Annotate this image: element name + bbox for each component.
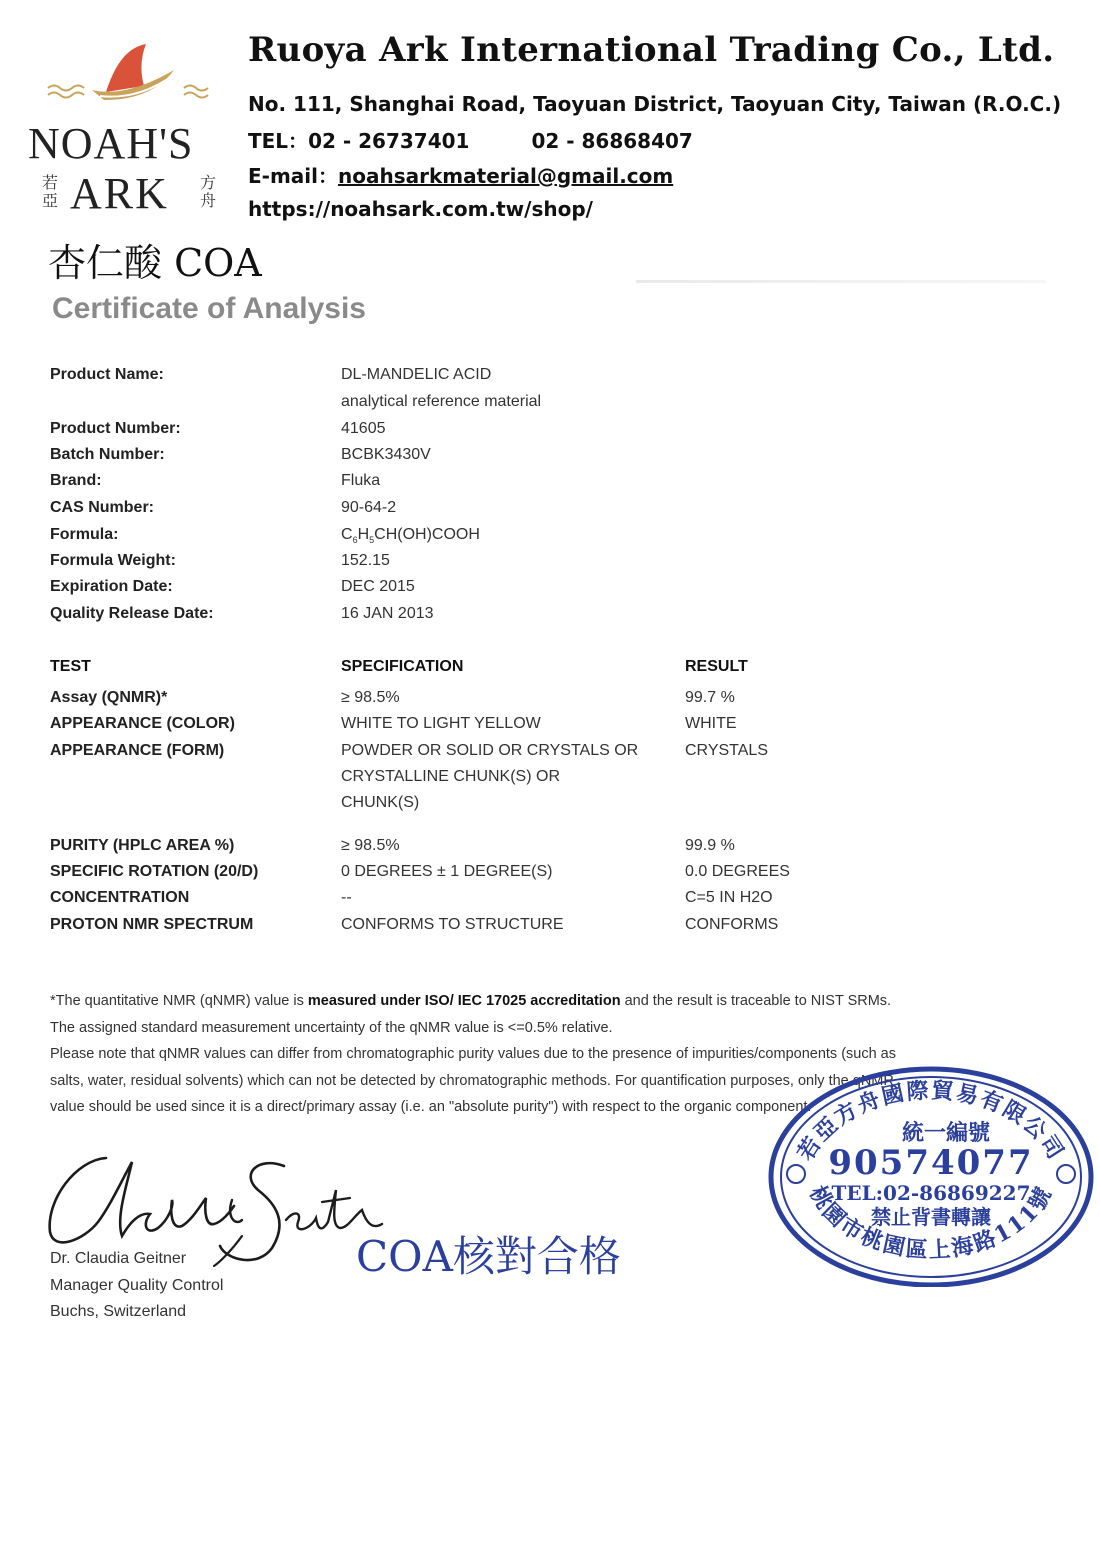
signatory-title: Manager Quality Control (50, 1277, 224, 1294)
footnote-line-4: salts, water, residual solvents) which can not be detected by chromatographic methods. For quantification purposes, only the qNMR (50, 1073, 894, 1089)
svg-text:若亞方舟國際貿易有限公司: 若亞方舟國際貿易有限公司 (792, 1077, 1070, 1166)
test-name: PROTON NMR SPECTRUM (50, 916, 254, 933)
email-link[interactable]: noahsarkmaterial@gmail.com (338, 164, 674, 188)
logo-cjk-left: 若亞 (42, 173, 59, 210)
product-number-value: 41605 (341, 420, 386, 437)
formula-label: Formula: (50, 526, 119, 543)
test-spec: CONFORMS TO STRUCTURE (341, 916, 564, 933)
tel-number-1: 02 - 26737401 (308, 129, 470, 153)
brand-label: Brand: (50, 472, 102, 489)
divider (636, 280, 1046, 283)
specification-column-header: SPECIFICATION (341, 658, 464, 675)
stamp-flower-icon (787, 1165, 805, 1183)
stamp-label: 統一編號 (901, 1120, 991, 1146)
stamp-notice: 禁止背書轉讓 (871, 1205, 991, 1229)
footnote-line-2: The assigned standard measurement uncertainty of the qNMR value is <=0.5% relative. (50, 1020, 613, 1036)
test-result: CRYSTALS (685, 742, 768, 759)
test-spec: 0 DEGREES ± 1 DEGREE(S) (341, 863, 553, 880)
coa-approval-note: COA核對合格 (356, 1232, 621, 1281)
website-link[interactable]: https://noahsark.com.tw/shop/ (248, 197, 593, 221)
test-name: CONCENTRATION (50, 889, 190, 906)
company-email (248, 160, 673, 189)
signatory-name: Dr. Claudia Geitner (50, 1250, 187, 1267)
test-name: APPEARANCE (FORM) (50, 742, 225, 759)
test-result: 0.0 DEGREES (685, 863, 790, 880)
test-result: C=5 IN H2O (685, 889, 773, 906)
test-column-header: TEST (50, 658, 91, 675)
test-spec: ≥ 98.5% (341, 689, 400, 706)
test-result: WHITE (685, 715, 737, 732)
stamp-tax-id: 90574077 (828, 1143, 1034, 1183)
test-name: PURITY (HPLC AREA %) (50, 837, 235, 854)
formula-weight-label: Formula Weight: (50, 552, 176, 569)
test-name: SPECIFIC ROTATION (20/D) (50, 863, 259, 880)
test-result: CONFORMS (685, 916, 779, 933)
cas-number-value: 90-64-2 (341, 499, 397, 516)
tel-label: TEL： (248, 129, 309, 153)
expiration-date-label: Expiration Date: (50, 578, 173, 595)
stamp-flower-icon (1057, 1165, 1075, 1183)
company-logo (24, 40, 234, 225)
test-spec: POWDER OR SOLID OR CRYSTALS OR (341, 742, 639, 759)
svg-text:桃園市桃園區上海路111號: 桃園市桃園區上海路111號 (804, 1181, 1058, 1264)
release-date-value: 16 JAN 2013 (341, 605, 434, 622)
footnote-line-5: value should be used since it is a direct/primary assay (i.e. an "absolute purity") with respect to the organic component. (50, 1099, 812, 1115)
company-name: Ruoya Ark International Trading Co., Ltd. (248, 30, 1055, 70)
test-result: 99.7 % (685, 689, 735, 706)
company-phone (248, 125, 693, 154)
cas-number-label: CAS Number: (50, 499, 155, 516)
logo-ark-text: ARK (70, 169, 169, 218)
expiration-date-value: DEC 2015 (341, 578, 415, 595)
ark-ship-icon (34, 40, 224, 110)
footnote-line-1: *The quantitative NMR (qNMR) value is measured under ISO/ IEC 17025 accreditation and the result is traceable to NIST SRMs. (50, 993, 892, 1009)
formula-weight-value: 152.15 (341, 552, 390, 569)
logo-noahs-text: NOAH'S (28, 119, 194, 168)
email-label: E-mail： (248, 164, 339, 188)
test-spec-line3: CHUNK(S) (341, 794, 420, 811)
product-number-label: Product Number: (50, 420, 181, 437)
product-name-label: Product Name: (50, 366, 164, 383)
test-spec: -- (341, 889, 352, 906)
certificate-heading: Certificate of Analysis (52, 292, 366, 325)
test-name: Assay (QNMR)* (50, 689, 168, 706)
product-description: analytical reference material (341, 393, 542, 410)
company-address: No. 111, Shanghai Road, Taoyuan District, Taoyuan City, Taiwan (R.O.C.) (248, 92, 1062, 116)
logo-cjk-right: 方舟 (200, 173, 217, 210)
brand-value: Fluka (341, 472, 381, 489)
document-title: 杏仁酸 COA (48, 241, 262, 285)
tel-number-2: 02 - 86868407 (531, 129, 693, 153)
result-column-header: RESULT (685, 658, 748, 675)
company-seal-stamp (766, 1062, 1096, 1287)
test-spec: ≥ 98.5% (341, 837, 400, 854)
footnote-line-3: Please note that qNMR values can differ from chromatographic purity values due to the presence of impurities/components (such as (50, 1046, 896, 1062)
test-spec: WHITE TO LIGHT YELLOW (341, 715, 541, 732)
test-name: APPEARANCE (COLOR) (50, 715, 235, 732)
batch-number-value: BCBK3430V (341, 446, 431, 463)
test-spec-line2: CRYSTALLINE CHUNK(S) OR (341, 768, 560, 785)
formula-value: $C_6H_5CH(OH)COOH$ (341, 526, 480, 546)
product-name-value: DL-MANDELIC ACID (341, 366, 492, 383)
batch-number-label: Batch Number: (50, 446, 165, 463)
test-result: 99.9 % (685, 837, 735, 854)
stamp-tel: TEL:02-86869227 (831, 1181, 1031, 1205)
signatory-location: Buchs, Switzerland (50, 1303, 187, 1320)
release-date-label: Quality Release Date: (50, 605, 214, 622)
